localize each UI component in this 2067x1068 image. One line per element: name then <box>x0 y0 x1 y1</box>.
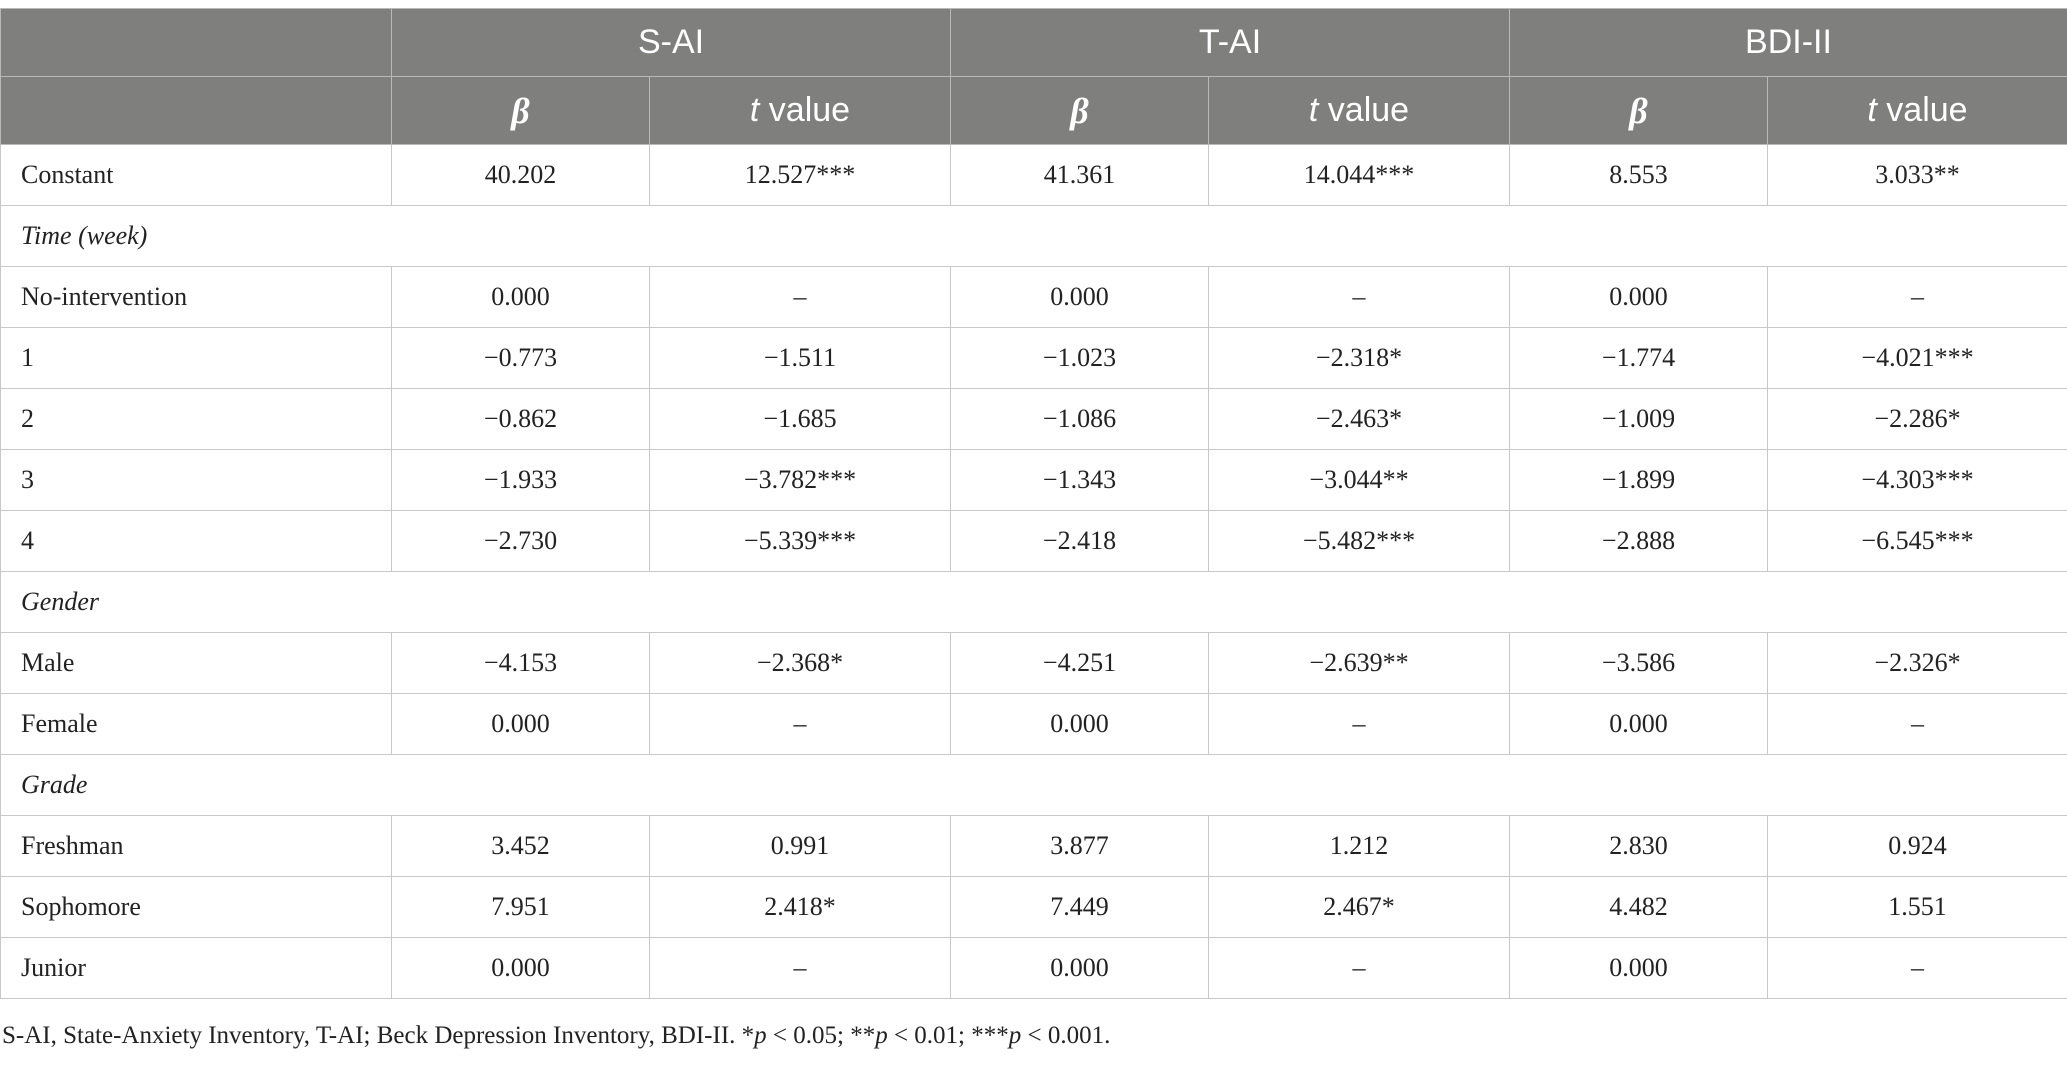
cell-value: – <box>650 938 951 999</box>
t-symbol: t <box>1308 91 1319 129</box>
footnote-p: p <box>875 1022 888 1049</box>
cell-value: −1.933 <box>392 450 650 511</box>
cell-value: −2.368* <box>650 633 951 694</box>
cell-value: −1.343 <box>951 450 1209 511</box>
cell-value: −4.153 <box>392 633 650 694</box>
footnote-p: p <box>1008 1022 1022 1049</box>
table-row <box>1 511 2067 572</box>
row-label: Constant <box>1 145 392 206</box>
cell-value: 1.212 <box>1209 816 1510 877</box>
cell-value: 7.449 <box>951 877 1209 938</box>
t-suffix: value <box>1876 91 1968 129</box>
cell-value: – <box>1768 694 2067 755</box>
cell-value: −2.888 <box>1510 511 1768 572</box>
cell-value: 3.033** <box>1768 145 2067 206</box>
header-beta <box>392 77 650 145</box>
footnote-text: < 0.001. <box>1021 1022 1111 1049</box>
cell-value: −4.303*** <box>1768 450 2067 511</box>
footnote-text: < 0.01; *** <box>887 1022 1009 1049</box>
row-label: 2 <box>1 389 392 450</box>
cell-value: −1.511 <box>650 328 951 389</box>
header-group-bdi: BDI-II <box>1510 9 2067 77</box>
cell-value: 2.418* <box>650 877 951 938</box>
cell-value: – <box>1209 938 1510 999</box>
cell-value: 0.000 <box>951 267 1209 328</box>
footnote-text: S-AI, State-Anxiety Inventory, T-AI; Beck Depression Inventory, BDI-II. * <box>2 1022 755 1049</box>
cell-value: 41.361 <box>951 145 1209 206</box>
cell-value: 0.000 <box>392 267 650 328</box>
cell-value: −1.899 <box>1510 450 1768 511</box>
cell-value: −2.318* <box>1209 328 1510 389</box>
cell-value: – <box>1768 267 2067 328</box>
cell-value: 0.000 <box>951 938 1209 999</box>
table-row <box>1 145 2067 206</box>
section-label-grade: Grade <box>1 755 2067 816</box>
cell-value: 7.951 <box>392 877 650 938</box>
t-suffix: value <box>759 91 851 129</box>
header-row-stats <box>1 77 2067 145</box>
cell-value: – <box>1209 694 1510 755</box>
cell-value: – <box>1768 938 2067 999</box>
cell-value: −5.482*** <box>1209 511 1510 572</box>
header-beta <box>951 77 1209 145</box>
header-group-tai: T-AI <box>951 9 1510 77</box>
t-symbol: t <box>749 91 760 129</box>
section-label-time: Time (week) <box>1 206 2067 267</box>
table-row <box>1 694 2067 755</box>
cell-value: −3.586 <box>1510 633 1768 694</box>
cell-value: −1.009 <box>1510 389 1768 450</box>
row-label: Male <box>1 633 392 694</box>
table-row <box>1 389 2067 450</box>
header-t-value <box>650 77 951 145</box>
cell-value: −0.773 <box>392 328 650 389</box>
cell-value: – <box>1209 267 1510 328</box>
cell-value: 4.482 <box>1510 877 1768 938</box>
cell-value: −3.044** <box>1209 450 1510 511</box>
beta-symbol: β <box>1070 90 1089 131</box>
row-label: Sophomore <box>1 877 392 938</box>
table-footnote <box>2 1022 1110 1050</box>
t-symbol: t <box>1867 91 1877 129</box>
row-label: Freshman <box>1 816 392 877</box>
footnote-p: p <box>754 1022 767 1049</box>
cell-value: 40.202 <box>392 145 650 206</box>
cell-value: 0.000 <box>951 694 1209 755</box>
cell-value: 0.000 <box>1510 938 1768 999</box>
cell-value: 2.467* <box>1209 877 1510 938</box>
cell-value: −2.639** <box>1209 633 1510 694</box>
t-suffix: value <box>1318 91 1410 129</box>
cell-value: −1.685 <box>650 389 951 450</box>
cell-value: −2.418 <box>951 511 1209 572</box>
cell-value: −0.862 <box>392 389 650 450</box>
table-row <box>1 816 2067 877</box>
row-label: 3 <box>1 450 392 511</box>
section-label-gender: Gender <box>1 572 2067 633</box>
cell-value: −1.023 <box>951 328 1209 389</box>
beta-symbol: β <box>511 90 530 131</box>
beta-symbol: β <box>1629 90 1648 131</box>
cell-value: −4.021*** <box>1768 328 2067 389</box>
cell-value: 2.830 <box>1510 816 1768 877</box>
cell-value: 8.553 <box>1510 145 1768 206</box>
table-row <box>1 877 2067 938</box>
table-row <box>1 938 2067 999</box>
row-label: 4 <box>1 511 392 572</box>
section-row <box>1 755 2067 816</box>
footnote-text: < 0.05; ** <box>766 1022 876 1049</box>
cell-value: 0.000 <box>1510 694 1768 755</box>
table-row <box>1 328 2067 389</box>
cell-value: −1.774 <box>1510 328 1768 389</box>
row-label: No-intervention <box>1 267 392 328</box>
row-label: Female <box>1 694 392 755</box>
cell-value: 1.551 <box>1768 877 2067 938</box>
regression-table <box>0 8 2067 999</box>
section-row <box>1 206 2067 267</box>
cell-value: – <box>650 694 951 755</box>
cell-value: 0.991 <box>650 816 951 877</box>
cell-value: 12.527*** <box>650 145 951 206</box>
cell-value: – <box>650 267 951 328</box>
cell-value: 0.924 <box>1768 816 2067 877</box>
header-t-value <box>1768 77 2067 145</box>
cell-value: −2.463* <box>1209 389 1510 450</box>
header-empty-cell-2 <box>1 77 392 145</box>
header-group-sai: S-AI <box>392 9 951 77</box>
table-row <box>1 267 2067 328</box>
section-row <box>1 572 2067 633</box>
cell-value: −2.730 <box>392 511 650 572</box>
cell-value: 0.000 <box>392 938 650 999</box>
cell-value: 14.044*** <box>1209 145 1510 206</box>
table-row <box>1 450 2067 511</box>
header-row-groups <box>1 9 2067 77</box>
cell-value: 0.000 <box>1510 267 1768 328</box>
cell-value: −4.251 <box>951 633 1209 694</box>
header-empty-cell <box>1 9 392 77</box>
cell-value: 0.000 <box>392 694 650 755</box>
cell-value: 3.452 <box>392 816 650 877</box>
cell-value: −5.339*** <box>650 511 951 572</box>
row-label: Junior <box>1 938 392 999</box>
header-t-value <box>1209 77 1510 145</box>
cell-value: −6.545*** <box>1768 511 2067 572</box>
header-beta <box>1510 77 1768 145</box>
table-row <box>1 633 2067 694</box>
cell-value: −2.286* <box>1768 389 2067 450</box>
cell-value: −1.086 <box>951 389 1209 450</box>
cell-value: 3.877 <box>951 816 1209 877</box>
cell-value: −3.782*** <box>650 450 951 511</box>
row-label: 1 <box>1 328 392 389</box>
cell-value: −2.326* <box>1768 633 2067 694</box>
